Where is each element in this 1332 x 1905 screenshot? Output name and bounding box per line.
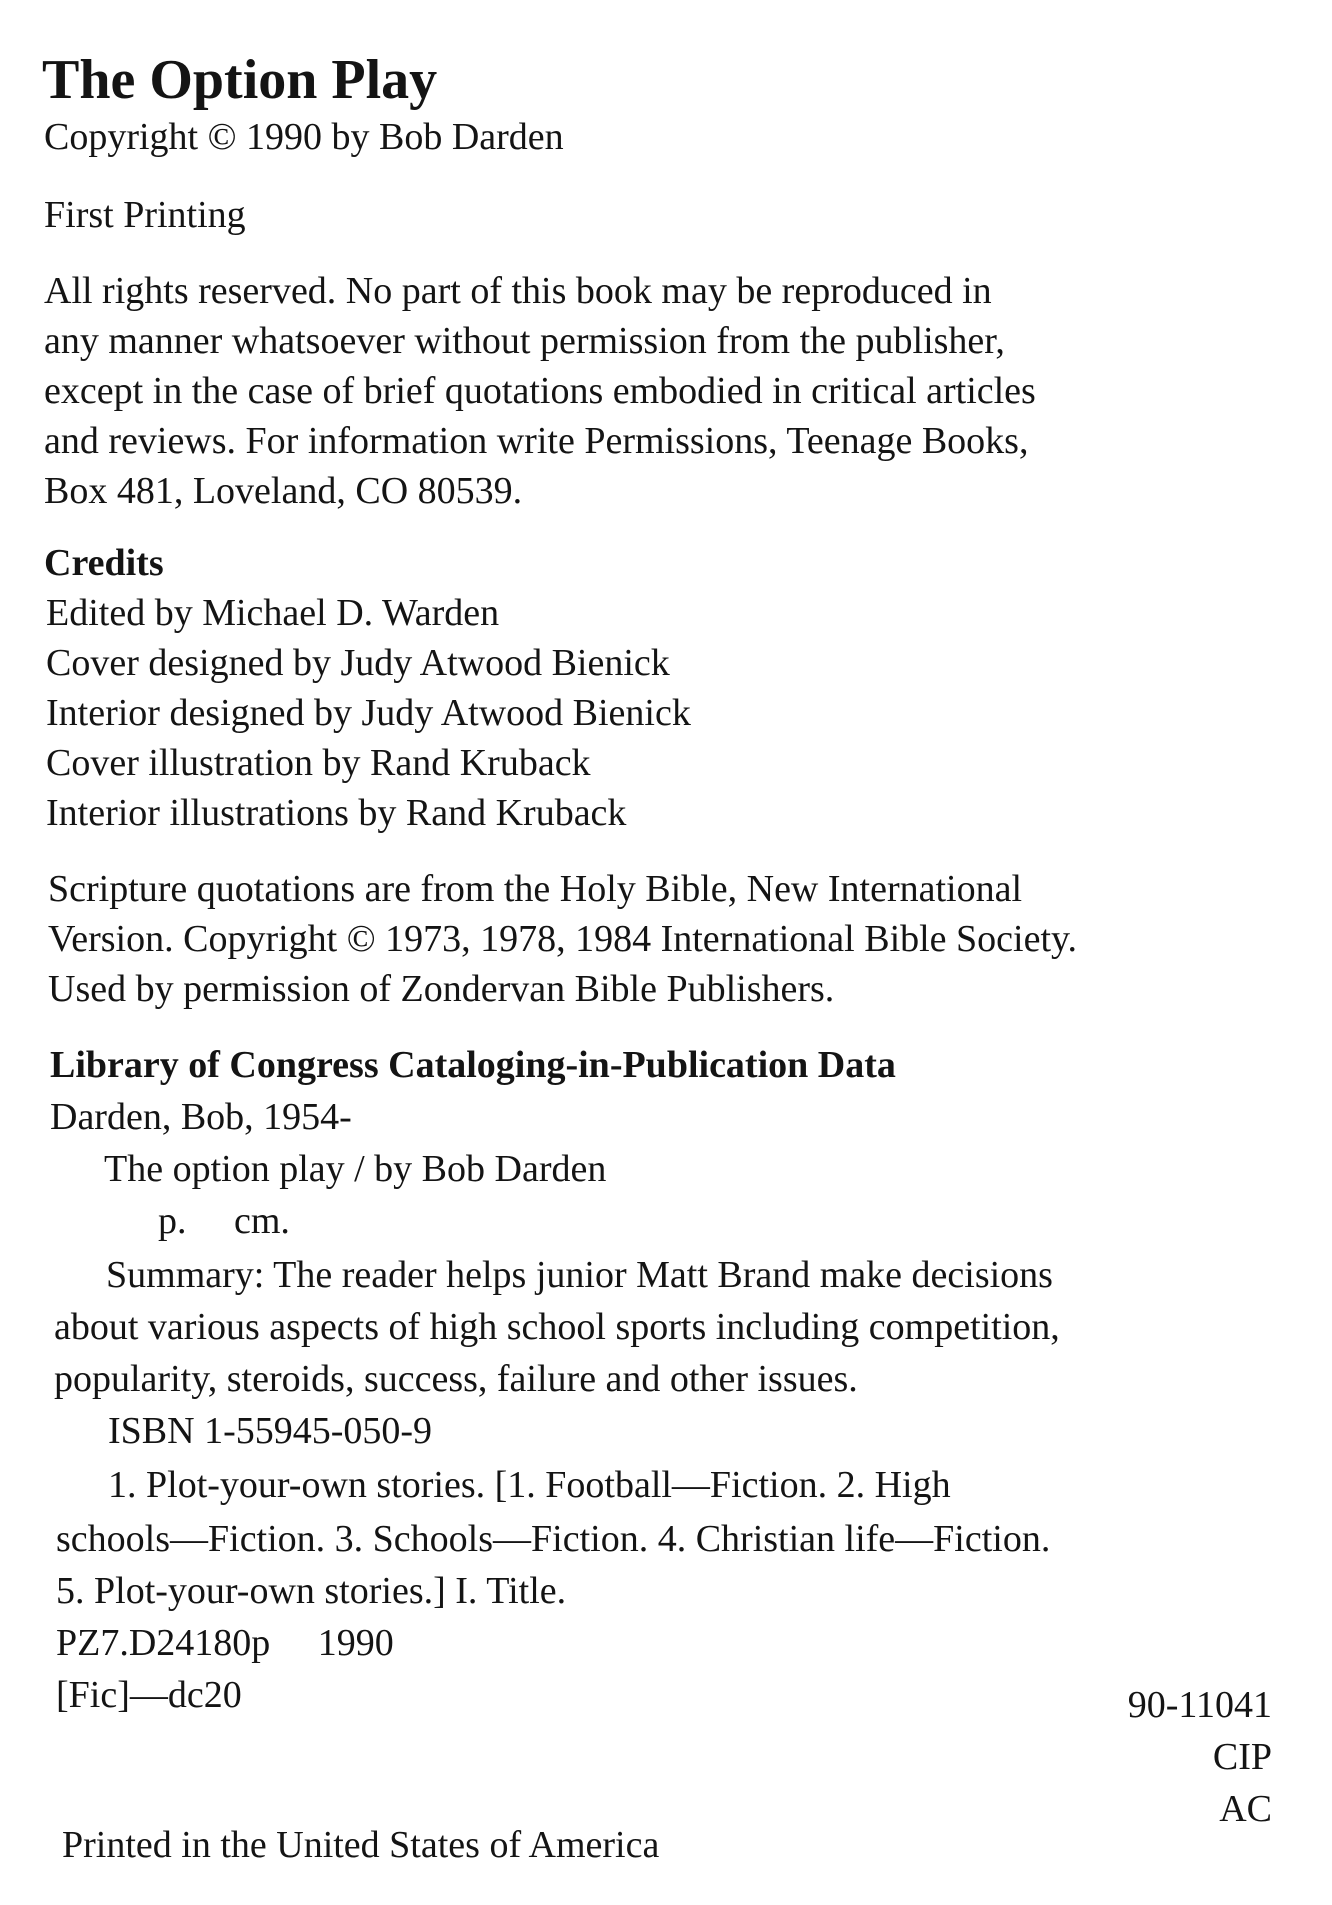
- cip-summary-line: popularity, steroids, success, failure and other issues.: [54, 1358, 858, 1400]
- cip-author: Darden, Bob, 1954-: [50, 1096, 352, 1138]
- credit-line: Edited by Michael D. Warden: [46, 592, 500, 634]
- book-title: The Option Play: [42, 49, 438, 111]
- cip-physical: p. cm.: [158, 1200, 290, 1242]
- scripture-line: Version. Copyright © 1973, 1978, 1984 International Bible Society.: [48, 918, 1078, 960]
- cip-dewey: [Fic]—dc20: [56, 1674, 242, 1716]
- cip-subject-line: 5. Plot-your-own stories.] I. Title.: [56, 1570, 567, 1612]
- scripture-line: Scripture quotations are from the Holy Bible, New International: [48, 868, 1023, 910]
- rights-line: Box 481, Loveland, CO 80539.: [44, 470, 523, 512]
- cip-summary-line: about various aspects of high school sports including competition,: [54, 1306, 1060, 1348]
- printed-line: Printed in the United States of America: [62, 1824, 660, 1866]
- credit-line: Interior illustrations by Rand Kruback: [46, 792, 627, 834]
- cip-classification: PZ7.D24180p 1990: [56, 1622, 394, 1664]
- cip-summary-line: Summary: The reader helps junior Matt Brand make decisions: [106, 1254, 1053, 1296]
- rights-line: except in the case of brief quotations embodied in critical articles: [44, 370, 1036, 412]
- scripture-line: Used by permission of Zondervan Bible Publishers.: [48, 968, 835, 1010]
- rights-line: All rights reserved. No part of this book may be reproduced in: [44, 270, 992, 312]
- copyright-line: Copyright © 1990 by Bob Darden: [44, 116, 564, 158]
- cip-isbn: ISBN 1-55945-050-9: [108, 1410, 433, 1452]
- cip-control-number: 90-11041: [1127, 1684, 1272, 1726]
- rights-line: and reviews. For information write Permissions, Teenage Books,: [44, 420, 1029, 462]
- cip-subject-line: 1. Plot-your-own stories. [1. Football—Fiction. 2. High: [108, 1464, 951, 1506]
- cip-heading: Library of Congress Cataloging-in-Publication Data: [50, 1044, 896, 1086]
- credit-line: Cover illustration by Rand Kruback: [46, 742, 591, 784]
- ac-label: AC: [1219, 1788, 1272, 1830]
- cip-label: CIP: [1212, 1736, 1272, 1778]
- credits-heading: Credits: [44, 542, 164, 584]
- credit-line: Cover designed by Judy Atwood Bienick: [46, 642, 670, 684]
- credit-line: Interior designed by Judy Atwood Bienick: [46, 692, 691, 734]
- cip-title: The option play / by Bob Darden: [104, 1148, 607, 1190]
- cip-subject-line: schools—Fiction. 3. Schools—Fiction. 4. Christian life—Fiction.: [56, 1518, 1051, 1560]
- printing-line: First Printing: [44, 194, 246, 236]
- rights-line: any manner whatsoever without permission from the publisher,: [44, 320, 1005, 362]
